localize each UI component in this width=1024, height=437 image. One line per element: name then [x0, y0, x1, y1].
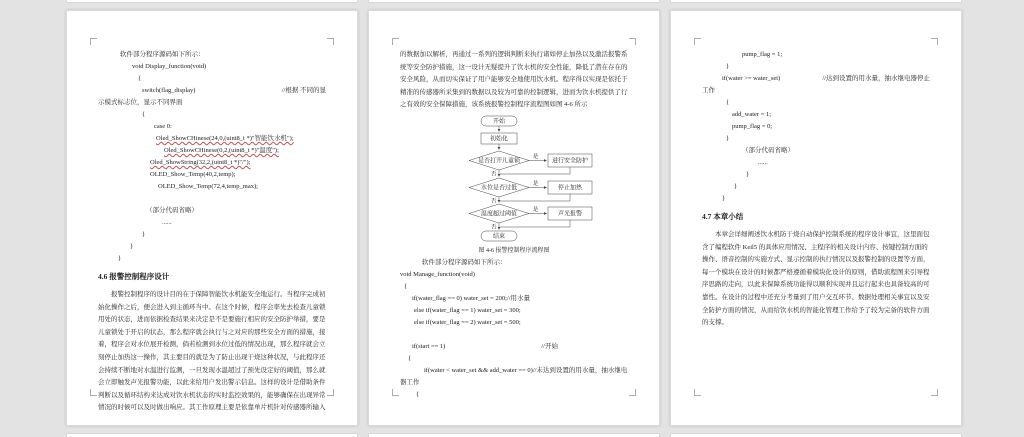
flowchart-no-label: 否 — [490, 171, 497, 178]
adjacent-page-edge — [66, 433, 358, 437]
code-line — [702, 61, 930, 73]
flowchart-figure — [400, 115, 628, 244]
code-text: ...... — [758, 159, 768, 166]
text-boundary-mark — [327, 38, 334, 45]
code-line — [98, 229, 326, 241]
flowchart-stop-heating-label: 停止加热 — [557, 185, 583, 192]
code-text: （部分代码省略） — [742, 147, 794, 154]
adjacent-page-edge — [368, 433, 660, 437]
code-line — [702, 97, 930, 109]
page-1-content — [98, 49, 326, 415]
code-line — [98, 133, 326, 145]
code-text: } — [726, 135, 730, 142]
code-text: OLED_Show_Temp(40,2,temp); — [150, 171, 236, 178]
text-boundary-mark — [629, 389, 636, 396]
code-text: 器工作 — [400, 378, 420, 386]
flowchart-yes-label: 是 — [532, 153, 539, 160]
code-text — [98, 195, 100, 202]
paragraph-line: 含了编程软件 Keil5 的具体应用情况、主程序的相关设计内容、按键控制方面的 — [702, 243, 928, 251]
code-text: Oled_ShowCHinese(0,2,(uint8_t *)"温度"); — [164, 147, 279, 154]
flowchart-sound-light-alarm-label: 声光报警 — [557, 211, 583, 218]
code-line — [400, 257, 628, 269]
code-line — [400, 341, 628, 353]
text-boundary-mark — [931, 389, 938, 396]
code-text: switch(flag_display) — [142, 87, 196, 94]
code-text: if(water < water_set && add_water == 0)//未达到设置的用水量，抽水继电 — [424, 366, 628, 374]
figure-caption: 图 4-6 报警控制程序流程图 — [478, 247, 550, 254]
paragraph-line: 之有效的安全保障措施，该系统报警控制程序流程图如图 4-6 所示 — [400, 101, 588, 109]
code-line — [400, 353, 628, 365]
code-line — [400, 281, 628, 293]
code-block-manage-function — [400, 257, 628, 401]
code-text: 软件部分程序源码如下所示： — [120, 51, 205, 58]
code-text: add_water = 1; — [732, 111, 772, 118]
code-line — [702, 133, 930, 145]
paragraph-chapter-summary — [702, 229, 930, 330]
page-2[interactable] — [368, 10, 660, 426]
code-text: { — [416, 390, 420, 398]
code-text: （部分代码省略） — [146, 207, 198, 214]
paragraph-line: 的数据加以解析，再通过一系列的逻辑判断来执行诸如停止加热以及激活报警系 — [400, 51, 628, 58]
code-line — [400, 317, 628, 329]
code-line — [400, 365, 628, 377]
paragraph-line: 安全风险，从而切实保证了用户能够安全地使用饮水机。程序得以实现是依托于 — [400, 76, 628, 84]
code-text: if(start == 1) — [412, 342, 446, 350]
paragraph-alarm-logic — [400, 49, 628, 112]
code-text: } — [118, 255, 122, 262]
code-text: else if(water_flag == 2) water_set = 500; — [414, 318, 521, 326]
adjacent-page-edge — [670, 0, 962, 3]
code-line — [400, 293, 628, 305]
section-heading-4-7: 4.7 本章小结 — [702, 212, 744, 221]
code-line — [98, 193, 326, 205]
code-text: } — [142, 231, 146, 238]
paragraph-line: 本章会详细阐述饮水机防干烧自动保护控制系统的程序设计事宜，这里面包 — [702, 231, 930, 238]
flowchart-end-label: 结束 — [492, 233, 506, 240]
code-text: pump_flag = 0; — [732, 123, 773, 130]
code-text: } — [734, 183, 738, 190]
flowchart-start-label: 开始 — [492, 118, 506, 125]
code-text: } — [130, 243, 134, 250]
text-boundary-mark — [694, 389, 701, 396]
code-text: 软件部分程序源码如下所示： — [422, 258, 507, 266]
code-line — [98, 145, 326, 157]
text-boundary-mark — [90, 38, 97, 45]
code-line — [702, 181, 930, 193]
code-text: case 0: — [154, 123, 172, 130]
code-line — [702, 85, 930, 97]
text-boundary-mark — [392, 38, 399, 45]
flowchart-yes-label: 是 — [532, 180, 539, 187]
code-text: OLED_Show_Temp(72,4,temp_max); — [158, 183, 258, 190]
code-line — [702, 193, 930, 205]
code-text: { — [138, 75, 142, 82]
code-block-display-function — [98, 49, 326, 265]
code-line — [400, 269, 628, 281]
code-line — [702, 49, 930, 61]
flowchart-decision-childlock-label: 是否打开儿童锁 — [477, 158, 521, 165]
flowchart-no-label: 否 — [490, 198, 497, 205]
flowchart-decision-waterlevel-label: 水位是否过低 — [480, 185, 518, 192]
code-text: { — [404, 282, 408, 290]
alarm-control-flowchart — [414, 115, 614, 244]
paragraph-line: 序思路的走向，以此来保障系统功能得以顺利实现并且运行起来也具备较高的可 — [702, 281, 930, 289]
code-text: else if(water_flag == 1) water_set = 300; — [414, 306, 521, 314]
paragraph-line: 儿童锁处于开启的状态，那么程序就会执行与之对应的那些安全方面的措施，接 — [98, 328, 326, 336]
code-line — [98, 241, 326, 253]
code-text: Oled_ShowCHinese(24,0,(uint8_t *)"智能饮水机"); — [156, 135, 294, 142]
paragraph-line: 操作、语音控制的实施方式、显示控制的执行情况以及报警控制的设置等方面， — [702, 256, 930, 264]
text-boundary-mark — [694, 38, 701, 45]
paragraph-line: 靠性。在设计的过程中还充分考量到了用户交互环节、数据处理相关事宜以及安 — [702, 293, 930, 301]
text-boundary-mark — [392, 389, 399, 396]
text-boundary-mark — [90, 389, 97, 396]
paragraph-line: 报警控制程序的设计目的在于保障智能饮水机能安全地运行。当程序完成初 — [98, 291, 326, 298]
code-line — [98, 85, 326, 97]
paragraph-line: 的支撑。 — [702, 319, 728, 327]
code-line — [98, 157, 326, 169]
code-line — [98, 49, 326, 61]
paragraph-line: 全防护方面的情况，从而给饮水机的智能化管理工作给予了较为完备的软件方面 — [702, 306, 930, 314]
code-text: { — [142, 111, 146, 118]
page-3[interactable] — [670, 10, 962, 426]
code-line — [98, 217, 326, 229]
flowchart-no-label: 否 — [490, 224, 497, 231]
paragraph-line: 会立即触发声光报警功能，以此来给用户发出警示信息。这样的设计是借助条件 — [98, 379, 326, 387]
paragraph-line: 用处的状态，进而依据检查结果来决定是不是要施行相应的安全防护举措，要是 — [98, 316, 326, 324]
code-line — [98, 121, 326, 133]
paragraph-line: 始化操作之后，便会进入到主循环当中。在这个时候，程序会率先去检查儿童锁 — [98, 303, 326, 311]
paragraph-line: 每一个模块在设计的时候都严格遵循着模块化设计的原则，借助流程图来引导程 — [702, 268, 930, 276]
flowchart-init-label: 初始化 — [489, 136, 509, 143]
code-text — [400, 331, 402, 338]
paragraph-line: 刻停止加热这一操作，其主要目的就是为了防止出现干烧这种状况，与此程序还 — [98, 353, 326, 361]
paragraph-line: 会持续不断地对水温进行监测，一旦发现水温超过了预先设定好的阈值，那么就 — [98, 366, 326, 374]
code-text: ...... — [162, 219, 172, 226]
code-text: pump_flag = 1; — [742, 51, 783, 58]
paragraph-line: 统等安全防护措施，这一设计无疑提升了饮水机的安全性能，降低了潜在存在的 — [400, 63, 628, 71]
code-line — [98, 109, 326, 121]
code-line — [702, 169, 930, 181]
flowchart-safety-protection-label: 进行安全防护 — [551, 158, 589, 165]
code-block-pump-control — [702, 49, 930, 205]
code-text: 示模式标志位，显示不同界面 — [98, 99, 183, 106]
code-text: if(water_flag == 0) water_set = 200;//用水量 — [412, 294, 531, 302]
page-1[interactable] — [66, 10, 358, 426]
code-comment: //根据 不同的显 — [281, 87, 326, 94]
page-3-content — [702, 49, 930, 330]
paragraph-line: 精准的传感器所采集到的数据以及较为可靠的控制逻辑，进而为饮水机提供了行 — [400, 88, 628, 96]
code-line — [98, 253, 326, 265]
code-comment: //开始 — [541, 342, 558, 350]
paragraph-alarm-design — [98, 289, 326, 415]
code-line — [702, 73, 930, 85]
code-line — [400, 377, 628, 389]
code-line — [702, 121, 930, 133]
code-line — [702, 145, 930, 157]
code-line — [400, 305, 628, 317]
text-boundary-mark — [629, 38, 636, 45]
code-comment: //达到设置的用水量，抽水继电器停止 — [822, 75, 930, 82]
code-text: void Manage_function(void) — [400, 270, 475, 278]
code-text: { — [726, 99, 730, 106]
code-line — [98, 205, 326, 217]
flowchart-yes-label: 是 — [532, 206, 539, 213]
code-text: } — [726, 63, 730, 70]
flowchart-decision-temperature-label: 温度超过阈值 — [480, 211, 518, 218]
code-line — [702, 109, 930, 121]
code-text: } — [722, 195, 726, 202]
text-boundary-mark — [931, 38, 938, 45]
paragraph-line: 情况的时候可以及时做出响应。其工作原理主要是依靠单片机针对传感器所输入 — [98, 404, 326, 412]
code-text: if(water >= water_set) — [722, 75, 781, 82]
code-text: void Display_function(void) — [132, 63, 207, 70]
code-line — [98, 169, 326, 181]
code-line — [702, 157, 930, 169]
code-text: { — [408, 354, 412, 362]
code-line — [98, 97, 326, 109]
adjacent-page-edge — [66, 0, 358, 3]
adjacent-page-edge — [368, 0, 660, 3]
code-line — [98, 73, 326, 85]
code-line — [98, 61, 326, 73]
paragraph-line: 着，程序会对水位展开检测，倘若检测到水位过低的情况出现，那么程序就会立 — [98, 341, 326, 349]
code-line — [400, 389, 628, 401]
code-text: 工作 — [702, 87, 715, 94]
code-text: } — [746, 171, 750, 178]
code-line — [400, 329, 628, 341]
paragraph-line: 判断以及循环结构来达成对饮水机状态的实时监控效果的，能够确保在出现异常 — [98, 391, 326, 399]
adjacent-page-edge — [670, 433, 962, 437]
section-heading-4-6: 4.6 报警控制程序设计 — [98, 272, 170, 281]
code-text: Oled_ShowString(32,2,(uint8_t *)"/"); — [150, 159, 251, 166]
text-boundary-mark — [327, 389, 334, 396]
code-line — [98, 181, 326, 193]
page-2-content — [400, 49, 628, 401]
